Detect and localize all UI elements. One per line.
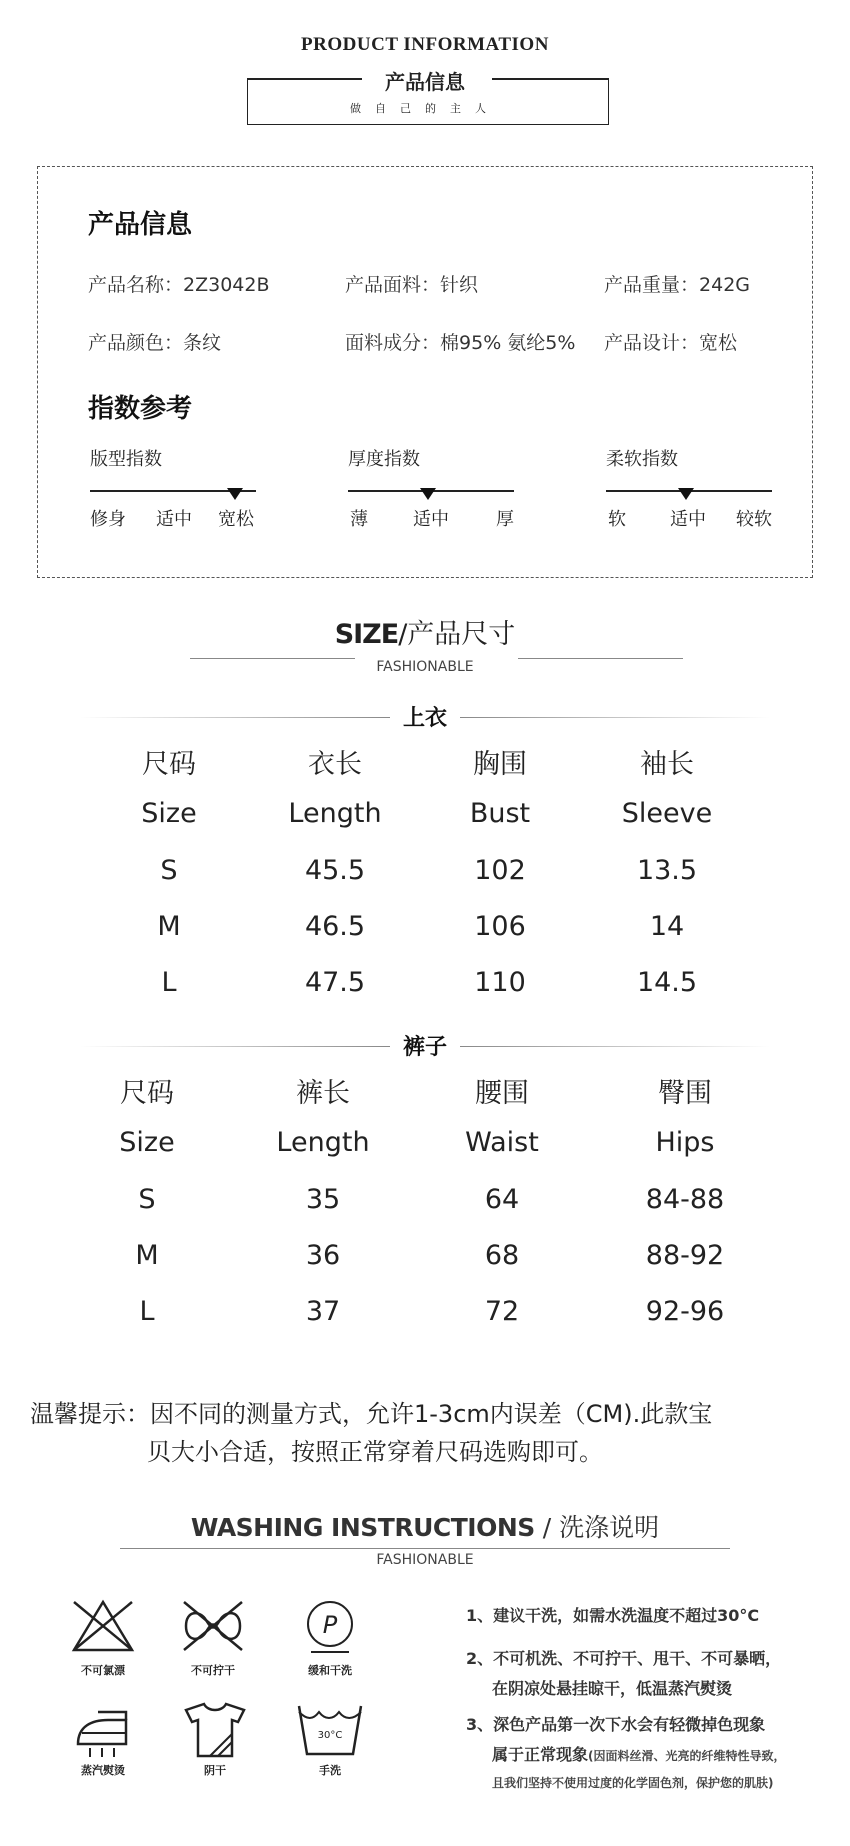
- table-cell: 106: [474, 911, 526, 942]
- no-bleach-icon: [68, 1596, 138, 1656]
- wash-note: 3、深色产品第一次下水会有轻微掉色现象: [466, 1715, 766, 1734]
- spec-item: 产品设计：宽松: [604, 332, 738, 354]
- index-marker: [227, 488, 243, 500]
- index-title-softness: 柔软指数: [606, 449, 678, 470]
- index-marker: [420, 488, 436, 500]
- table-cell: 13.5: [636, 855, 698, 886]
- table-header: Length: [288, 798, 382, 829]
- icon-label: 不可氯漂: [81, 1664, 125, 1677]
- wash-note: 且我们坚持不使用过度的化学固色剂，保护您的肌肤): [492, 1776, 774, 1790]
- table-cell: 110: [474, 967, 526, 998]
- table-header: Hips: [655, 1127, 715, 1158]
- table-cell: 88-92: [645, 1240, 725, 1271]
- table-header: 袖长: [640, 749, 694, 780]
- table-cell: 102: [474, 855, 526, 886]
- header-title-cn: 产品信息: [385, 70, 465, 94]
- icon-glyph: 30°C: [317, 1730, 343, 1741]
- table-cell: M: [135, 1240, 159, 1271]
- section-label-top: 上衣: [402, 706, 447, 731]
- wash-note: 在阴凉处悬挂晾干，低温蒸汽熨烫: [492, 1679, 733, 1698]
- table-cell: 92-96: [645, 1296, 725, 1327]
- icon-label: 蒸汽熨烫: [81, 1764, 125, 1777]
- table-cell: 72: [484, 1296, 520, 1327]
- icon-label: 缓和干洗: [308, 1664, 352, 1677]
- table-cell: 47.5: [304, 967, 366, 998]
- table-cell: S: [138, 1184, 156, 1215]
- divider: [80, 1046, 390, 1047]
- tip-line: 温馨提示：因不同的测量方式，允许1-3cm内误差（CM).此款宝: [30, 1400, 713, 1428]
- table-cell: L: [161, 967, 177, 998]
- wash-note: 2、不可机洗、不可拧干、甩干、不可暴晒，: [466, 1649, 782, 1668]
- divider: [460, 717, 770, 718]
- table-cell: 37: [305, 1296, 341, 1327]
- no-wring-icon: [178, 1596, 248, 1656]
- icon-glyph: P: [322, 1611, 338, 1639]
- index-label: 适中: [670, 509, 706, 530]
- tip-line: 贝大小合适，按照正常穿着尺码选购即可。: [147, 1438, 603, 1466]
- index-label: 适中: [156, 509, 192, 530]
- table-header: Waist: [465, 1127, 539, 1158]
- table-cell: 36: [305, 1240, 341, 1271]
- table-header: Size: [119, 1127, 175, 1158]
- table-header: Size: [141, 798, 197, 829]
- index-label: 厚: [496, 509, 514, 530]
- table-cell: 64: [484, 1184, 520, 1215]
- table-header: 腰围: [475, 1078, 529, 1109]
- spec-item: 产品颜色：条纹: [88, 332, 222, 354]
- table-header: 胸围: [473, 749, 527, 780]
- table-header: Length: [276, 1127, 370, 1158]
- index-label: 修身: [90, 509, 126, 530]
- hand-wash-icon: [295, 1700, 365, 1760]
- table-cell: 35: [305, 1184, 341, 1215]
- index-label: 宽松: [218, 509, 254, 530]
- index-title-fit: 版型指数: [90, 449, 162, 470]
- index-marker: [678, 488, 694, 500]
- icon-label: 手洗: [319, 1764, 341, 1777]
- index-label: 适中: [413, 509, 449, 530]
- spec-item: 产品面料：针织: [345, 274, 479, 296]
- table-header: 尺码: [120, 1078, 174, 1109]
- index-label: 软: [608, 509, 626, 530]
- table-cell: L: [139, 1296, 155, 1327]
- header-title-en: PRODUCT INFORMATION: [301, 34, 549, 55]
- table-cell: 84-88: [645, 1184, 725, 1215]
- table-cell: S: [160, 855, 178, 886]
- shade-dry-icon: [180, 1700, 250, 1760]
- index-title-thickness: 厚度指数: [348, 449, 420, 470]
- table-cell: 14: [649, 911, 685, 942]
- wash-note: 属于正常现象(因面料丝滑、光亮的纤维特性导致，: [492, 1745, 786, 1764]
- size-subtitle: FASHIONABLE: [376, 659, 474, 675]
- table-header: Bust: [469, 798, 531, 829]
- washing-title: WASHING INSTRUCTIONS / 洗涤说明: [190, 1513, 660, 1542]
- wash-note: 1、建议干洗，如需水洗温度不超过30°C: [466, 1606, 760, 1625]
- table-header: 尺码: [142, 749, 196, 780]
- index-heading: 指数参考: [88, 394, 193, 424]
- gentle-dryclean-icon: [295, 1596, 365, 1656]
- washing-subtitle: FASHIONABLE: [376, 1552, 474, 1568]
- icon-label: 不可拧干: [191, 1664, 235, 1677]
- size-title: SIZE/产品尺寸: [334, 619, 516, 650]
- table-header: 裤长: [296, 1078, 350, 1109]
- info-heading: 产品信息: [88, 210, 193, 240]
- section-label-pants: 裤子: [402, 1035, 447, 1060]
- table-header: 臀围: [658, 1078, 712, 1109]
- table-cell: 68: [484, 1240, 520, 1271]
- spec-item: 产品名称：2Z3042B: [88, 274, 270, 296]
- steam-iron-icon: [68, 1700, 138, 1760]
- icon-label: 阴干: [204, 1764, 226, 1777]
- divider: [460, 1046, 770, 1047]
- table-cell: 14.5: [636, 967, 698, 998]
- index-label: 薄: [350, 509, 368, 530]
- header-subtitle: 做自己的主人: [350, 102, 500, 115]
- index-label: 较软: [736, 509, 772, 530]
- table-cell: M: [157, 911, 181, 942]
- measurement-tip: [30, 1395, 820, 1471]
- table-header: 衣长: [308, 749, 362, 780]
- table-header: Sleeve: [621, 798, 713, 829]
- divider: [120, 1548, 730, 1549]
- spec-item: 产品重量：242G: [604, 274, 751, 296]
- divider: [80, 717, 390, 718]
- spec-item: 面料成分：棉95% 氨纶5%: [345, 332, 576, 354]
- table-cell: 45.5: [304, 855, 366, 886]
- table-cell: 46.5: [304, 911, 366, 942]
